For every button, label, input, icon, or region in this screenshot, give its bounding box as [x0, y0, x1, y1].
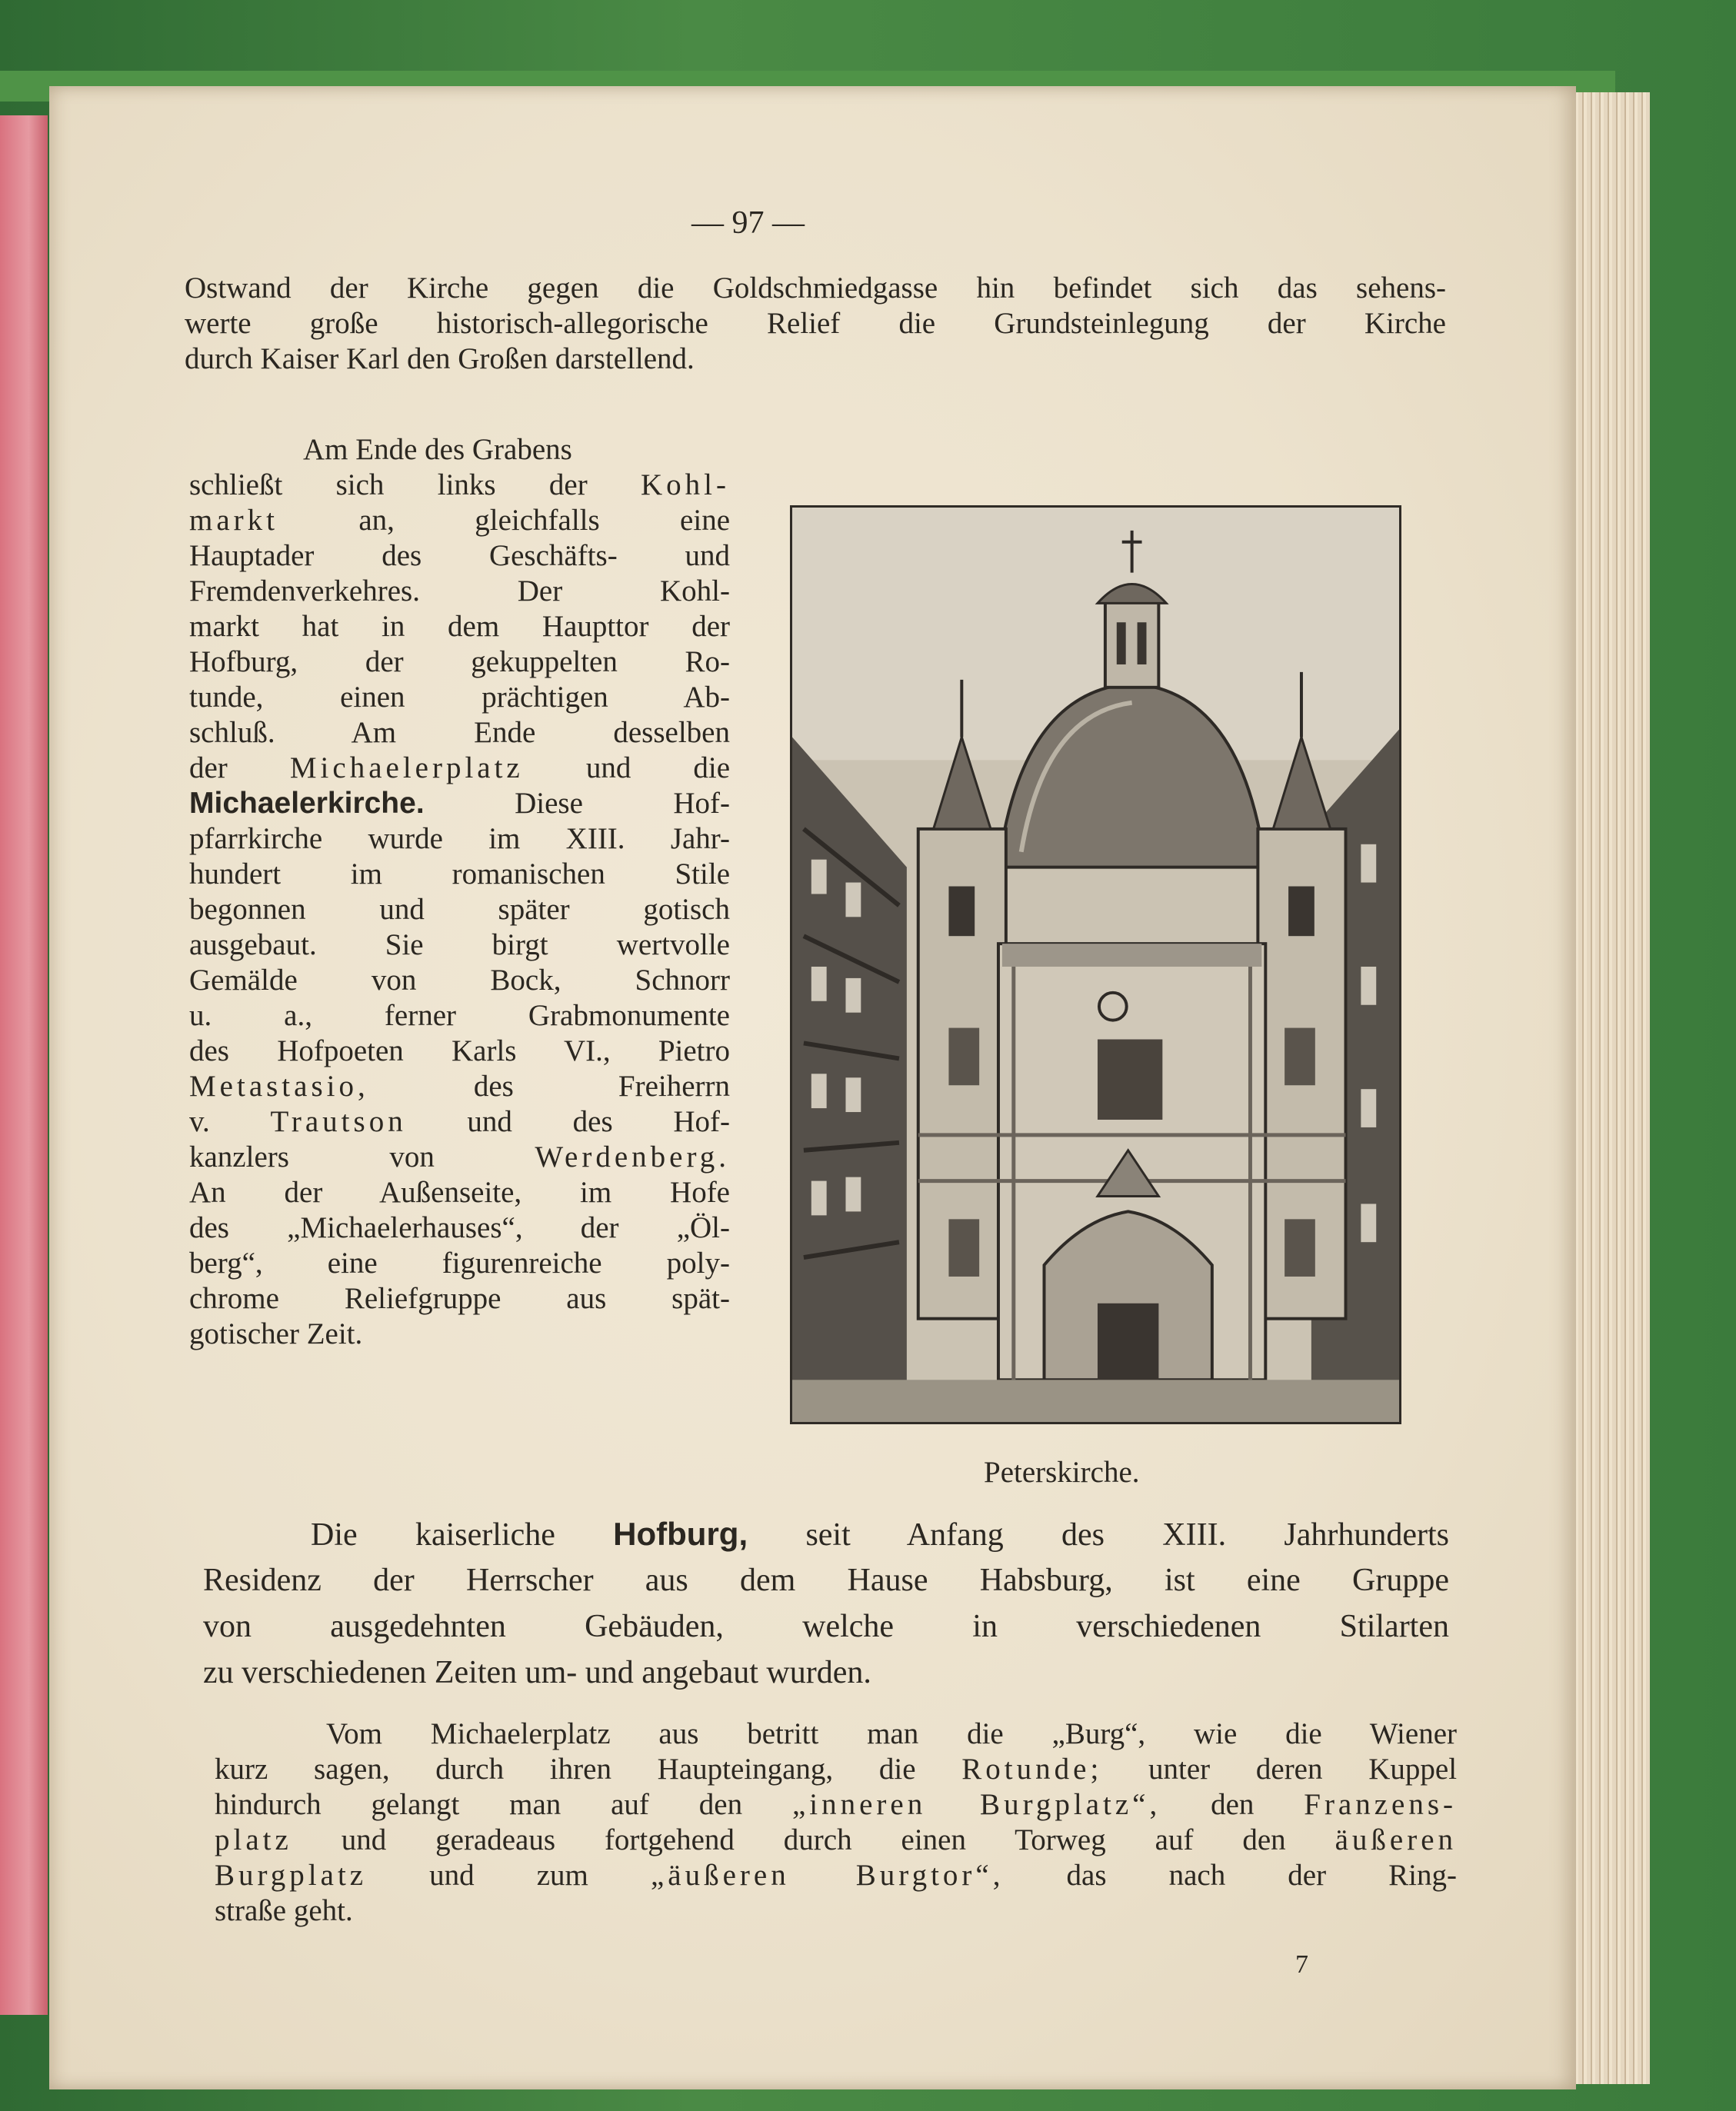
intro-line: durch Kaiser Karl den Großen darstellend.	[185, 342, 695, 375]
column-line: hundert im romanischen Stile	[189, 857, 730, 891]
column-line: kanzlers von Werdenberg.	[189, 1140, 731, 1174]
hofburg-heading: Hofburg,	[613, 1516, 748, 1552]
column-line: Michaelerkirche. Diese Hof-	[189, 787, 731, 820]
signature-mark: 7	[1295, 1950, 1308, 1979]
final-line: straße geht.	[215, 1894, 353, 1927]
book-page	[49, 86, 1576, 2089]
column-line: Am Ende des Grabens	[303, 433, 572, 466]
hofburg-line: Residenz der Herrscher aus dem Hause Habsburg, ist eine Gruppe	[203, 1563, 1449, 1598]
column-line: v. Trautson und des Hof-	[189, 1105, 730, 1138]
column-line: ausgebaut. Sie birgt wertvolle	[189, 928, 730, 961]
endpaper-edge	[0, 115, 48, 2015]
column-line: schließt sich links der Kohl-	[189, 468, 730, 501]
column-line: chrome Reliefgruppe aus spät-	[189, 1282, 730, 1315]
church-illustration	[790, 505, 1401, 1424]
final-line: Vom Michaelerplatz aus betritt man die „Burg“, wie die Wiener	[326, 1717, 1457, 1750]
column-line: des Hofpoeten Karls VI., Pietro	[189, 1034, 730, 1067]
column-line: An der Außenseite, im Hofe	[189, 1176, 730, 1209]
column-line: Fremdenverkehres. Der Kohl-	[189, 574, 730, 608]
final-line: hindurch gelangt man auf den „inneren Burgplatz“, den Franzens-	[215, 1788, 1458, 1821]
column-line: markt hat in dem Haupttor der	[189, 610, 730, 643]
final-line: platz und geradeaus fortgehend durch einen Torweg auf den äußeren	[215, 1823, 1458, 1856]
column-line: Gemälde von Bock, Schnorr	[189, 964, 730, 997]
column-line: pfarrkirche wurde im XIII. Jahr-	[189, 822, 730, 855]
column-line: Hofburg, der gekuppelten Ro-	[189, 645, 730, 678]
column-line: markt an, gleichfalls eine	[189, 504, 730, 537]
column-line: berg“, eine figurenreiche poly-	[189, 1247, 730, 1280]
intro-line: Ostwand der Kirche gegen die Goldschmiedgasse hin befindet sich das sehens-	[185, 271, 1446, 305]
hofburg-line: zu verschiedenen Zeiten um- und angebaut wurden.	[203, 1655, 871, 1690]
column-line: der Michaelerplatz und die	[189, 751, 731, 784]
page-number: — 97 —	[691, 205, 805, 241]
column-line: gotischer Zeit.	[189, 1317, 363, 1350]
final-line: kurz sagen, durch ihren Haupteingang, die Rotunde; unter deren Kuppel	[215, 1753, 1458, 1786]
column-line: Hauptader des Geschäfts- und	[189, 539, 730, 572]
column-line: Metastasio, des Freiherrn	[189, 1070, 730, 1103]
hofburg-line: von ausgedehnten Gebäuden, welche in verschiedenen Stilarten	[203, 1609, 1449, 1644]
column-line: des „Michaelerhauses“, der „Öl-	[189, 1211, 730, 1244]
final-line: Burgplatz und zum „äußeren Burgtor“, das nach der Ring-	[215, 1859, 1458, 1892]
michaelerkirche-heading: Michaelerkirche.	[189, 787, 425, 820]
column-line: tunde, einen prächtigen Ab-	[189, 681, 730, 714]
hofburg-line: Die kaiserliche Hofburg, seit Anfang des XIII. Jahrhunderts	[311, 1516, 1450, 1553]
figure-caption: Peterskirche.	[984, 1456, 1140, 1489]
intro-line: werte große historisch-allegorische Relief die Grundsteinlegung der Kirche	[185, 307, 1446, 340]
column-line: u. a., ferner Grabmonumente	[189, 999, 730, 1032]
column-line: schluß. Am Ende desselben	[189, 716, 730, 749]
column-line: begonnen und später gotisch	[189, 893, 730, 926]
